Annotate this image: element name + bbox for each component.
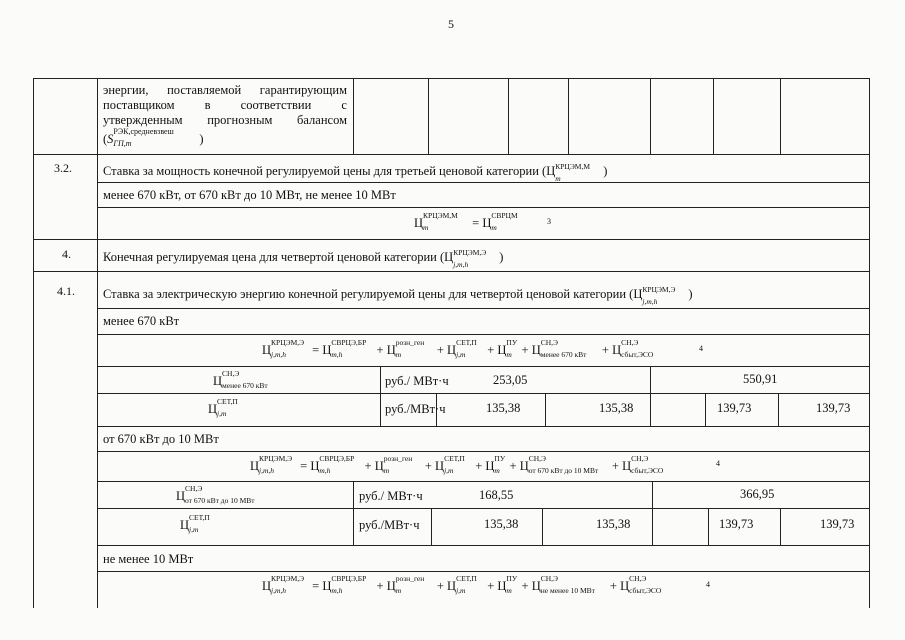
formula-3-2: Ц КРЦЭМ,М m = Ц СВРЦМ m xyxy=(414,211,518,232)
value-cell: 550,91 xyxy=(743,372,778,386)
value-cell: 135,38 xyxy=(484,517,519,531)
value-cell: 135,38 xyxy=(486,401,521,415)
section-title-3-2: Ставка за мощность конечной регулируемой цены для третьей ценовой категории (Ц КРЦЭМ,М m ) xyxy=(103,162,608,183)
section-number-4: 4. xyxy=(62,247,71,261)
value-cell: 168,55 xyxy=(479,488,514,502)
value-cell: 366,95 xyxy=(740,487,775,501)
unit-cell: руб./МВт·ч xyxy=(385,402,446,416)
value-cell: 139,73 xyxy=(820,517,855,531)
group-title-3: не менее 10 МВт xyxy=(103,552,194,566)
footnote-mark-4: 4 xyxy=(706,580,710,589)
row-label-ch-e-2: Ц СН,Э от 670 кВт до 10 МВт xyxy=(176,484,255,505)
footnote-mark-4: 4 xyxy=(716,459,720,468)
group-title-1: менее 670 кВт xyxy=(103,314,180,328)
value-cell: 135,38 xyxy=(596,517,631,531)
value-cell: 253,05 xyxy=(493,373,528,387)
value-cell: 139,73 xyxy=(717,401,752,415)
formula-group-1: Ц КРЦЭМ,Э j,m,h = Ц СВРЦЭ,БР m,h + Ц розн_ген m + Ц СЕТ,П j,m + Ц ПУ m + Ц СН,Э менее 670 кВт + Ц СН,Э сбыт,ЭСО xyxy=(262,338,654,359)
value-cell: 139,73 xyxy=(719,517,754,531)
row-label-set-p-1: Ц СЕТ,П j,m xyxy=(208,397,238,418)
value-cell: 135,38 xyxy=(599,401,634,415)
value-cell: 139,73 xyxy=(816,401,851,415)
group-title-2: от 670 кВт до 10 МВт xyxy=(103,432,219,446)
continuation-text: энергии, поставляемой гарантирующим поставщиком в соответствии с утвержденным прогнозным балансом xyxy=(103,83,347,127)
unit-cell: руб./МВт·ч xyxy=(359,518,420,532)
continuation-symbol: (S РЭК,средневзвеш ГП,m ) xyxy=(103,127,204,148)
formula-group-3: Ц КРЦЭМ,Э j,m,h = Ц СВРЦЭ,БР m,h + Ц розн_ген m + Ц СЕТ,П j,m + Ц ПУ m + Ц СН,Э не менее 10 МВт + Ц СН,Э сбыт,ЭСО xyxy=(262,574,662,595)
footnote-mark-3: 3 xyxy=(547,217,551,226)
row-label-set-p-2: Ц СЕТ,П j,m xyxy=(180,513,210,534)
section-number-3-2: 3.2. xyxy=(54,161,72,175)
formula-group-2: Ц КРЦЭМ,Э j,m,h = Ц СВРЦЭ,БР m,h + Ц розн_ген m + Ц СЕТ,П j,m + Ц ПУ m + Ц СН,Э от 670 кВт до 10 МВт + Ц СН,Э сбыт,ЭСО xyxy=(250,454,664,475)
unit-cell: руб./ МВт·ч xyxy=(385,374,449,388)
sub-title-3-2: менее 670 кВт, от 670 кВт до 10 МВт, не менее 10 МВт xyxy=(103,188,396,202)
row-label-ch-e-1: Ц СН,Э менее 670 кВт xyxy=(213,369,268,390)
unit-cell: руб./ МВт·ч xyxy=(359,489,423,503)
section-title-4: Конечная регулируемая цена для четвертой ценовой категории (Ц КРЦЭМ,Э j,m,h ) xyxy=(103,248,504,269)
page-number: 5 xyxy=(448,17,454,31)
section-number-4-1: 4.1. xyxy=(57,284,75,298)
footnote-mark-4: 4 xyxy=(699,344,703,353)
section-title-4-1: Ставка за электрическую энергию конечной регулируемой цены для четвертой ценовой категории (Ц КРЦЭМ,Э j,m,h ) xyxy=(103,285,693,306)
